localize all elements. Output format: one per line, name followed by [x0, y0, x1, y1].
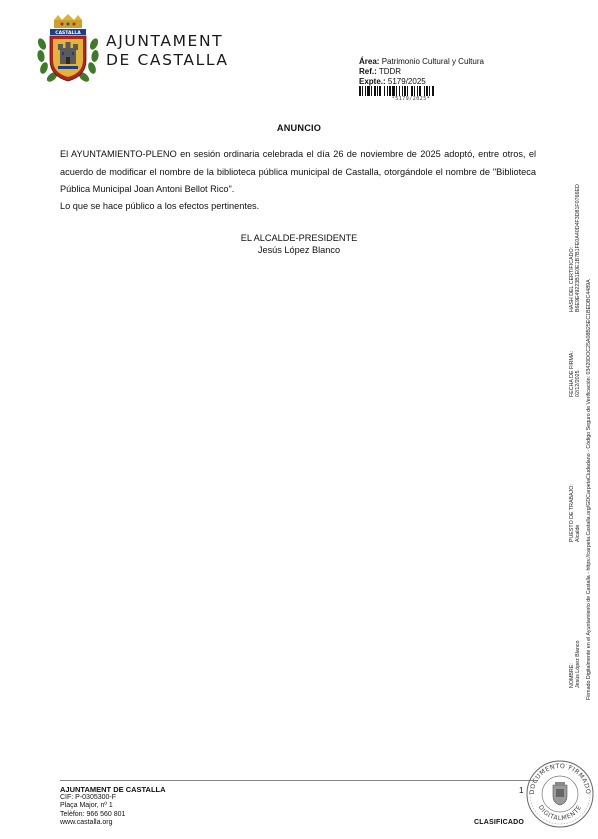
document-title: ANUNCIO [276, 123, 322, 133]
digital-signature-notice [586, 279, 592, 700]
ref-value: TDDR [378, 67, 402, 76]
footer-contact-block [60, 786, 166, 827]
ref-row [359, 67, 484, 77]
firmado-text: Firmado Digitalmente en el Ayuntamiento de Castalla - https://carpeta.Castalla.org/GDCarpetaCiudadano - Código Seguro de Verificación: 03420DOC25A08B25EC1BEDBC4489A [586, 279, 592, 700]
classified-label: CLASIFICADO [474, 819, 525, 826]
area-row [359, 57, 484, 67]
footer-website: www.castalla.org [60, 818, 113, 826]
area-label: Área: [359, 57, 380, 66]
expte-value: 5179/2025 [387, 77, 426, 86]
hash-value: B6E9E49223B1E0E1B7B1FE0A40D4F3D81F0766ED [575, 184, 582, 312]
footer-address: Plaça Major, nº 1 [60, 802, 113, 810]
org-name-line1: AJUNTAMENT [106, 32, 224, 50]
organization-wordmark [106, 32, 229, 70]
area-value: Patrimonio Cultural y Cultura [381, 57, 484, 66]
footer-divider [60, 780, 538, 781]
hash-certificate-field [569, 184, 582, 312]
crown-icon [54, 14, 82, 28]
puesto-label: PUESTO DE TRABAJO: [569, 484, 575, 542]
seal-text-bottom: DIGITALMENTE [536, 803, 584, 823]
signer-title: EL ALCALDE-PRESIDENTE [240, 233, 358, 243]
job-position-field [569, 484, 582, 542]
expte-label: Expte.: [359, 77, 386, 86]
barcode-text: *5179/2025* [359, 96, 463, 102]
hash-label: HASH DEL CERTIFICADO: [569, 246, 575, 312]
signer-name-field [569, 641, 582, 688]
closing-sentence: Lo que se hace público a los efectos pertinentes. [60, 201, 260, 211]
announcement-paragraph: El AYUNTAMIENTO-PLENO en sesión ordinaria celebrada el día 26 de noviembre de 2025 adoptó, entre otros, el acuerdo de modificar el nombre de la biblioteca pública municipal de Castalla, otorgándole el nombre de "Biblioteca Pública Municipal Joan Antoni Bellot Rico". [60, 149, 536, 194]
fecha-value: 02/12/2025 [575, 370, 582, 397]
municipal-crest-logo [36, 14, 100, 84]
ref-label: Ref.: [359, 67, 377, 76]
page-number: 1 [519, 786, 524, 795]
nombre-value: Jesús López Blanco [575, 640, 582, 688]
signature-block [0, 232, 598, 256]
fecha-label: FECHA DE FIRMA: [569, 351, 575, 397]
file-reference-block [359, 57, 484, 87]
crest-banner-text: CASTALLA [55, 30, 81, 36]
seal-text-top: DOCUMENTO FIRMADO [528, 762, 592, 795]
footer-cif: CIF: P-0305300-F [60, 794, 117, 802]
footer-phone: Telèfon: 966 560 801 [60, 810, 126, 818]
seal-crest-icon [553, 782, 567, 805]
footer-org-name: AJUNTAMENT DE CASTALLA [60, 785, 166, 794]
nombre-label: NOMBRE: [569, 663, 575, 688]
puesto-value: Alcalde [575, 524, 582, 542]
signature-date-field [569, 351, 582, 397]
signer-name: Jesús López Blanco [257, 245, 341, 255]
digital-signature-seal-icon [524, 758, 596, 830]
org-name-line2: DE CASTALLA [106, 51, 229, 69]
